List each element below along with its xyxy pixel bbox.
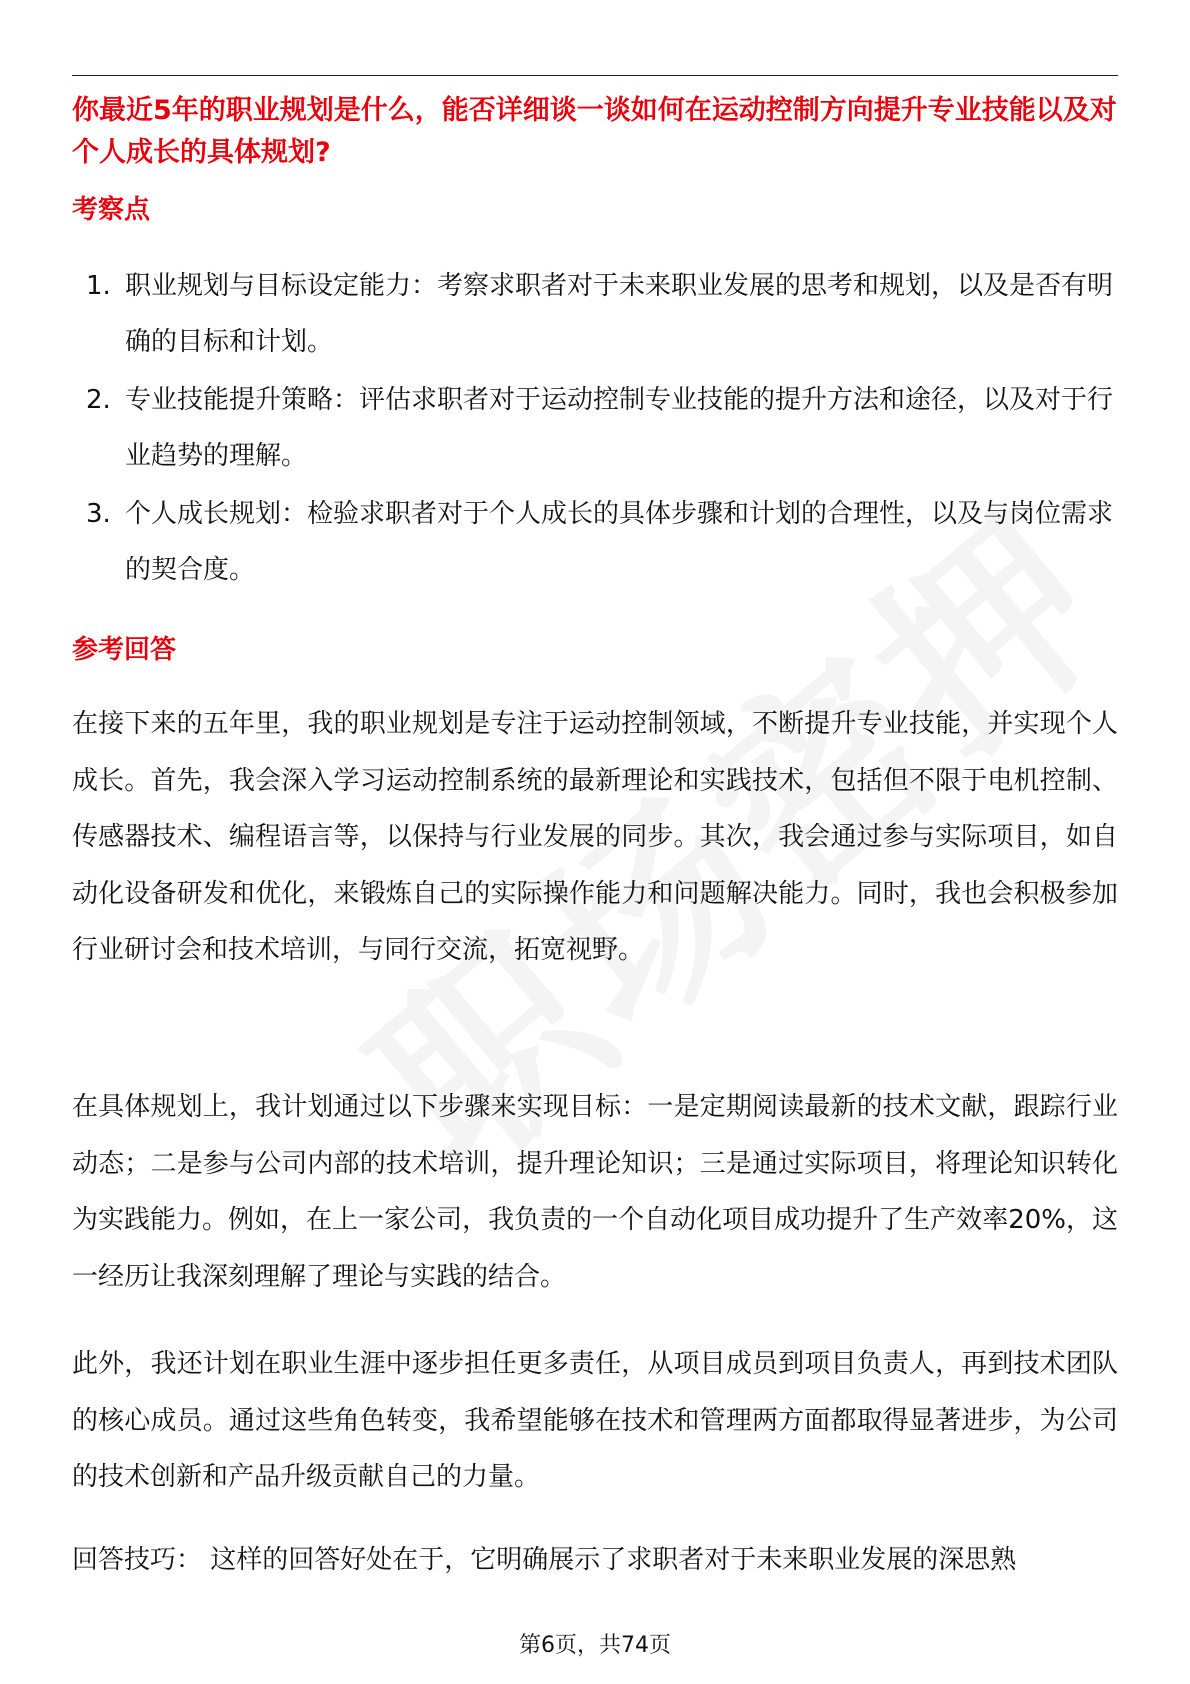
answer-paragraph: 在具体规划上，我计划通过以下步骤来实现目标：一是定期阅读最新的技术文献，跟踪行业动态；二是参与公司内部的技术培训，提升理论知识；三是通过实际项目，将理论知识转化为实践能力。例如，在上一家公司，我负责的一个自动化项目成功提升了生产效率20%，这一经历让我深刻理解了理论与实践的结合。 <box>72 1092 1118 1292</box>
answer-heading: 参考回答 <box>72 635 177 665</box>
page-number: 第6页，共74页 <box>519 1633 671 1658</box>
answer-paragraph: 在接下来的五年里，我的职业规划是专注于运动控制领域，不断提升专业技能，并实现个人成长。首先，我会深入学习运动控制系统的最新理论和实践技术，包括但不限于电机控制、传感器技术、编程语言等，以保持与行业发展的同步。其次，我会通过参与实际项目，如自动化设备研发和优化，来锻炼自己的实际操作能力和问题解决能力。同时，我也会积极参加行业研讨会和技术培训，与同行交流，拓宽视野。 <box>72 709 1118 965</box>
points-list <box>72 258 1118 600</box>
list-item-text: 专业技能提升策略：评估求职者对于运动控制专业技能的提升方法和途径，以及对于行业趋势的理解。 <box>125 385 1114 471</box>
list-item-text: 个人成长规划：检验求职者对于个人成长的具体步骤和计划的合理性，以及与岗位需求的契合度。 <box>125 499 1114 585</box>
list-item <box>72 372 1118 484</box>
list-item-number: 3. <box>86 499 111 529</box>
list-item <box>72 258 1118 370</box>
answer-paragraph: 此外，我还计划在职业生涯中逐步担任更多责任，从项目成员到项目负责人，再到技术团队的核心成员。通过这些角色转变，我希望能够在技术和管理两方面都取得显著进步，为公司的技术创新和产品升级贡献自己的力量。 <box>72 1349 1118 1492</box>
points-heading: 考察点 <box>72 195 151 225</box>
top-rule <box>72 75 1118 76</box>
list-item-number: 1. <box>86 271 111 301</box>
list-item <box>72 486 1118 598</box>
question-title: 你最近5年的职业规划是什么，能否详细谈一谈如何在运动控制方向提升专业技能以及对个人成长的具体规划? <box>72 95 1117 168</box>
tips-paragraph: 回答技巧： 这样的回答好处在于，它明确展示了求职者对于未来职业发展的深思熟 <box>72 1545 1017 1575</box>
list-item-number: 2. <box>86 385 111 415</box>
list-item-text: 职业规划与目标设定能力：考察求职者对于未来职业发展的思考和规划，以及是否有明确的目标和计划。 <box>125 271 1114 357</box>
